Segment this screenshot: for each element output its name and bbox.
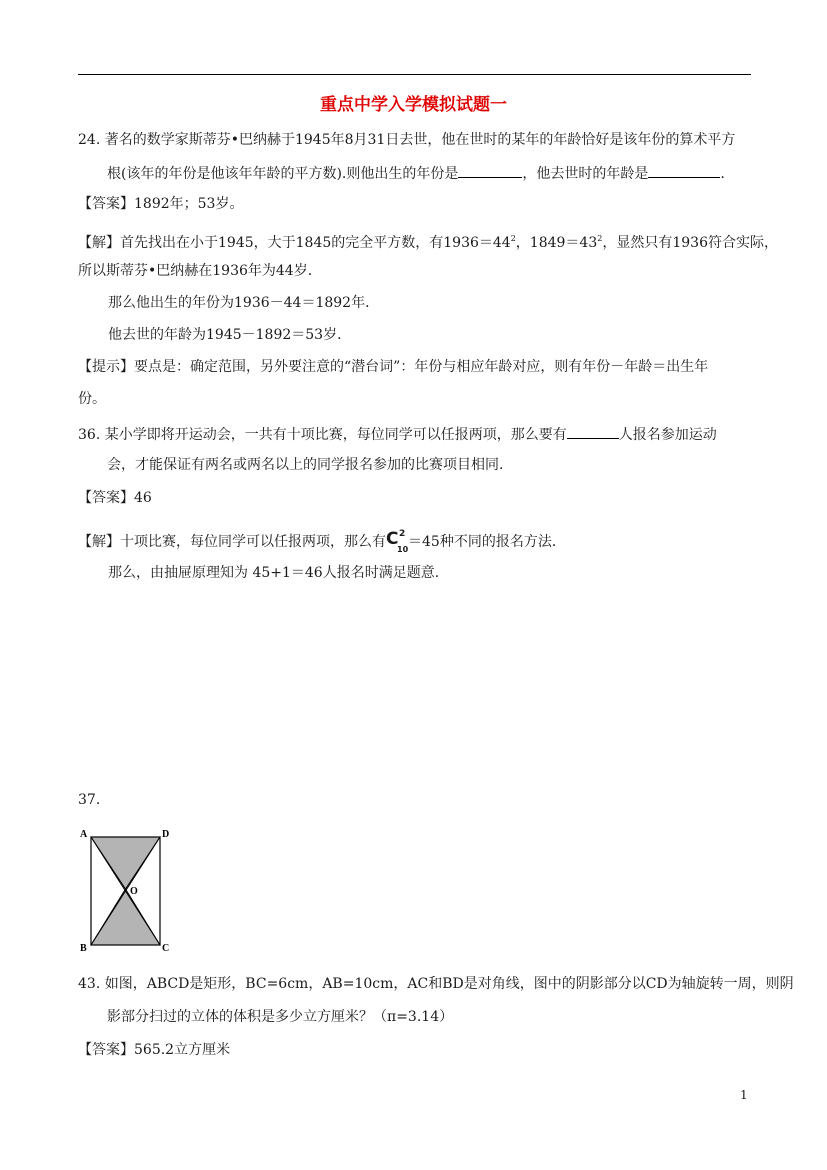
q24-solution-sup1: 2: [510, 234, 516, 243]
q24-solution-line2: 所以斯蒂芬•巴纳赫在1936年为44岁．: [78, 263, 322, 279]
q36-line1: [78, 423, 717, 445]
label-b: B: [80, 943, 87, 954]
q24-solution-text-c: ，显然只有1936符合实际，: [602, 235, 778, 251]
q24-solution-sup2: 2: [597, 234, 603, 243]
q24-solution-text-b: ，1849＝43: [515, 235, 598, 251]
q36-solution-text-b: ＝45种不同的报名方法．: [408, 534, 566, 550]
q36-solution-line2: 那么，由抽屉原理知为 45+1＝46人报名时满足题意．: [108, 565, 449, 581]
q24-line2-text-a: 根(该年的年份是他该年年龄的平方数).则他出生的年份是: [107, 166, 459, 182]
q24-solution-line3: 那么他出生的年份为1936－44＝1892年．: [108, 295, 380, 311]
shaded-triangle-top: [91, 837, 160, 889]
q37-number: 37.: [78, 792, 101, 808]
q24-answer: 【答案】1892年；53岁。: [78, 196, 244, 212]
rectangle-figure: [78, 825, 178, 955]
label-c: C: [162, 943, 170, 954]
combination-symbol: [386, 529, 409, 554]
q36-solution-text-a: 【解】十项比赛，每位同学可以任报两项，那么有: [78, 534, 386, 550]
q43-line2: 影部分扫过的立体的体积是多少立方厘米？（π=3.14）: [107, 1009, 454, 1025]
q43-answer: 【答案】565.2立方厘米: [78, 1042, 231, 1058]
q24-solution-line4: 他去世的年龄为1945－1892＝53岁．: [108, 327, 352, 343]
q24-hint-line1: 【提示】要点是：确定范围，另外要注意的“潜台词”：年份与相应年龄对应，则有年份－年龄＝出生年: [78, 359, 709, 375]
q24-line2-text-c: .: [720, 166, 725, 182]
q24-line2: [107, 162, 725, 184]
combination-letter: C: [386, 529, 399, 549]
q36-line2: 会，才能保证有两名或两名以上的同学报名参加的比赛项目相同.: [107, 457, 504, 473]
q36-line1-text-a: 36. 某小学即将开运动会，一共有十项比赛，每位同学可以任报两项，那么要有: [78, 427, 567, 443]
page-number: 1: [740, 1088, 748, 1102]
label-o: O: [130, 886, 138, 897]
page-title: 重点中学入学模拟试题一: [320, 95, 507, 115]
header-rule: [78, 74, 751, 75]
label-a: A: [80, 829, 88, 840]
q24-solution-text-a: 【解】首先找出在小于1945，大于1845的完全平方数，有1936＝44: [78, 235, 511, 251]
shaded-triangle-bottom: [91, 889, 160, 945]
q36-answer: 【答案】46: [78, 490, 152, 506]
q36-solution-line1: [78, 530, 566, 552]
q24-line2-text-b: ，他去世时的年龄是: [522, 166, 649, 182]
q24-solution-line1: [78, 229, 778, 253]
q36-answer-blank[interactable]: [567, 423, 619, 439]
q24-line1: 24. 著名的数学家斯蒂芬•巴纳赫于1945年8月31日去世，他在世时的某年的年龄恰好是该年份的算术平方: [78, 132, 736, 148]
label-d: D: [162, 829, 170, 840]
combination-subscript: 10: [397, 545, 409, 554]
combination-superscript: 2: [399, 529, 406, 539]
q24-hint-line2: 份。: [78, 391, 106, 407]
q24-death-age-blank[interactable]: [648, 162, 720, 178]
q24-birth-year-blank[interactable]: [458, 162, 522, 178]
q43-line1: 43. 如图，ABCD是矩形，BC=6cm，AB=10cm，AC和BD是对角线，图中的阴影部分以CD为轴旋转一周，则阴: [78, 976, 794, 992]
q36-line1-text-b: 人报名参加运动: [618, 427, 717, 443]
